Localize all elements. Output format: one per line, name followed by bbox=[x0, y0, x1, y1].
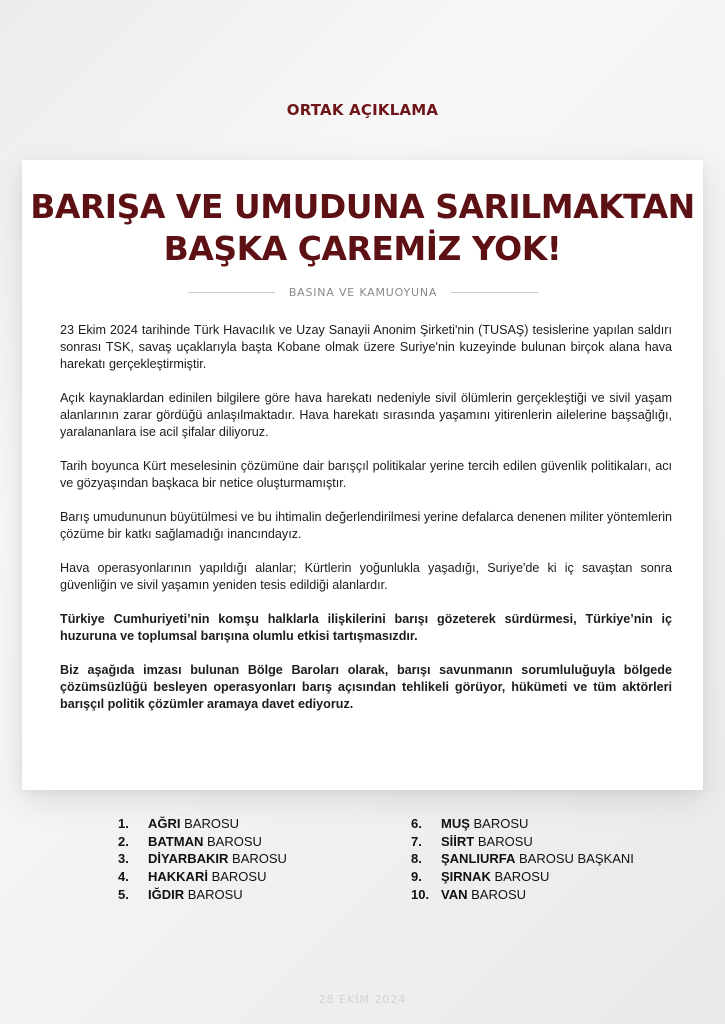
paragraph-3: Tarih boyunca Kürt meselesinin çözümüne dair barışçıl politikalar yerine tercih edilen güvenlik politikaları, acı ve gözyaşından başkaca bir netice oluşturmamıştır. bbox=[60, 459, 672, 490]
bar-suffix: BAROSU bbox=[467, 886, 526, 902]
bar-city: ŞIRNAK bbox=[441, 869, 491, 885]
list-number: 10. bbox=[411, 886, 430, 902]
divider-right bbox=[451, 292, 538, 293]
paragraph-6: Türkiye Cumhuriyeti’nin komşu halklarla ilişkilerini barışı gözeterek sürdürmesi, Türkiye’nin iç huzuruna ve toplumsal barışına olumlu etkisi tartışmasızdır. bbox=[60, 612, 672, 643]
bar-suffix: BAROSU bbox=[207, 869, 267, 885]
list-item bbox=[118, 850, 287, 868]
footer-date: 28 EKİM 2024 bbox=[318, 993, 407, 1006]
bar-city: DİYARBAKIR bbox=[148, 851, 229, 867]
signatory-list-left bbox=[118, 815, 287, 904]
list-number: 8. bbox=[411, 851, 422, 867]
list-item bbox=[118, 815, 287, 833]
bar-city: HAKKARİ bbox=[148, 869, 208, 885]
subtitle-row bbox=[188, 284, 538, 300]
bar-suffix: BAROSU bbox=[228, 851, 287, 867]
list-item bbox=[411, 833, 634, 851]
list-item bbox=[411, 886, 634, 904]
bar-suffix: BAROSU bbox=[490, 869, 550, 885]
list-number: 7. bbox=[411, 833, 422, 849]
bar-suffix: BAROSU bbox=[180, 816, 240, 831]
list-number: 3. bbox=[118, 851, 129, 867]
document-label: ORTAK AÇIKLAMA bbox=[286, 101, 439, 119]
bar-city: BATMAN bbox=[148, 833, 204, 849]
bar-suffix: BAROSU bbox=[203, 833, 262, 849]
signatory-list-right bbox=[411, 815, 634, 904]
list-item bbox=[118, 833, 287, 851]
subtitle: BASINA VE KAMUOYUNA bbox=[288, 285, 438, 299]
title-line-1: BARIŞA VE UMUDUNA SARILMAKTAN bbox=[30, 187, 695, 226]
bar-city: SİİRT bbox=[441, 833, 475, 849]
bar-suffix: BAROSU BAŞKANI bbox=[515, 851, 634, 867]
bar-suffix: BAROSU bbox=[184, 886, 243, 902]
paragraph-5: Hava operasyonlarının yapıldığı alanlar; Kürtlerin yoğunlukla yaşadığı, Suriye'de ki iç savaştan sonra güvenliğin ve sivil yaşamın yeniden tesis edildiği alanlardır. bbox=[60, 561, 672, 592]
bar-suffix: BAROSU bbox=[474, 833, 533, 849]
bar-city: ŞANLIURFA bbox=[441, 851, 516, 867]
list-number: 9. bbox=[411, 869, 422, 885]
bar-city: MUŞ bbox=[441, 816, 470, 831]
bar-city: IĞDIR bbox=[148, 886, 185, 902]
list-item bbox=[411, 850, 634, 868]
list-number: 5. bbox=[118, 886, 129, 902]
paragraph-4: Barış umudununun büyütülmesi ve bu ihtimalin değerlendirilmesi yerine defalarca denenen militer yöntemlerin çözüme bir katkı sağlamadığı inancındayız. bbox=[60, 510, 672, 541]
page-title bbox=[0, 186, 725, 270]
list-item bbox=[411, 815, 634, 833]
list-number: 2. bbox=[118, 833, 129, 849]
list-item bbox=[118, 868, 287, 886]
bar-city: AĞRI bbox=[148, 816, 181, 831]
paragraph-1: 23 Ekim 2024 tarihinde Türk Havacılık ve Uzay Sanayii Anonim Şirketi'nin (TUSAŞ) tesislerine yapılan saldırı sonrası TSK, savaş uçaklarıyla başta Kobane olmak üzere Suriye'nin kuzeyinde bulunan birçok alana hava harekatı gerçekleştirmiştir. bbox=[60, 323, 672, 371]
list-item bbox=[411, 868, 634, 886]
list-number: 1. bbox=[118, 816, 129, 831]
divider-left bbox=[188, 292, 275, 293]
statement-body bbox=[60, 322, 672, 730]
list-item bbox=[118, 886, 287, 904]
list-number: 4. bbox=[118, 869, 129, 885]
paragraph-7: Biz aşağıda imzası bulunan Bölge Baroları olarak, barışı savunmanın sorumluluğuyla bölgede çözümsüzlüğü besleyen operasyonları barış açısından tehlikeli görüyor, hükümeti ve tüm aktörleri barışçıl politik çözümler aramaya davet ediyoruz. bbox=[60, 663, 672, 711]
paragraph-2: Açık kaynaklardan edinilen bilgilere göre hava harekatı nedeniyle sivil ölümlerin gerçekleştiği ve sivil yaşam alanlarının zarar gördüğü anlaşılmaktadır. Hava harekatı sırasında yaşamını yitirenlerin ailelerine başsağlığı, yaralananlara ise acil şifalar diliyoruz. bbox=[60, 391, 672, 439]
bar-suffix: BAROSU bbox=[469, 816, 529, 831]
title-line-2: BAŞKA ÇAREMİZ YOK! bbox=[163, 229, 562, 268]
list-number: 6. bbox=[411, 816, 422, 831]
bar-city: VAN bbox=[441, 886, 468, 902]
